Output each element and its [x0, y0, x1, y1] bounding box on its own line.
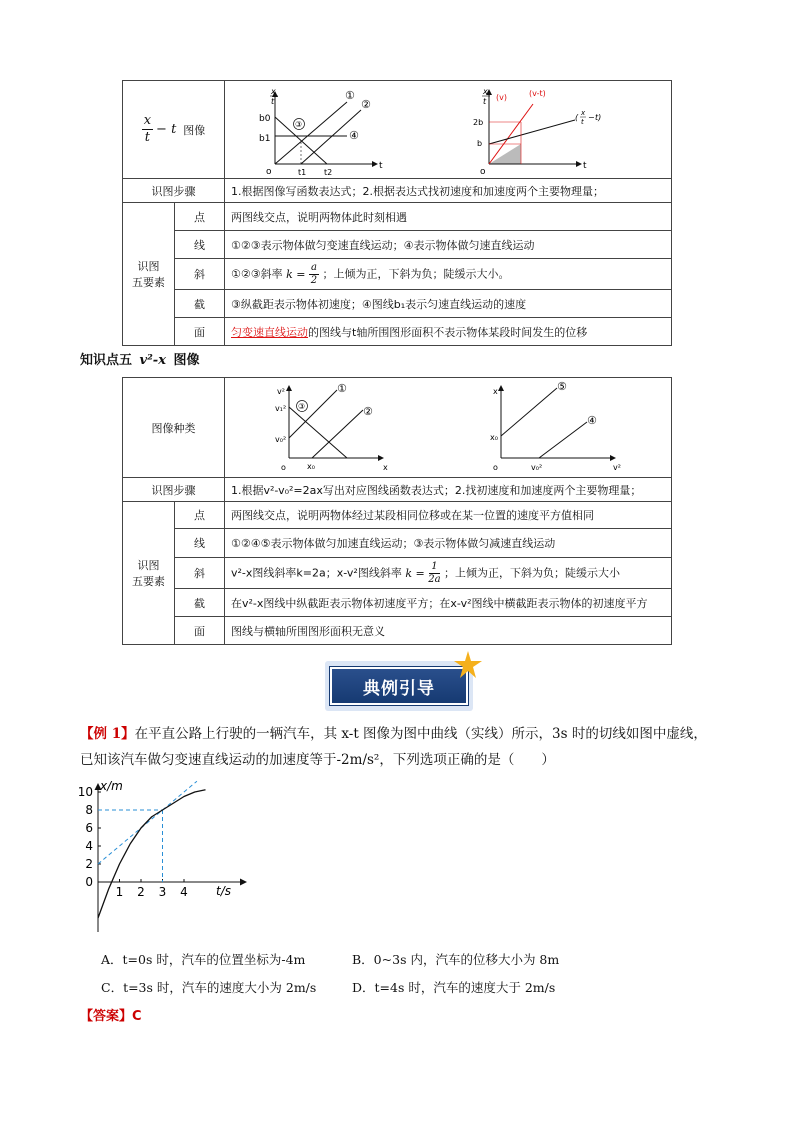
xt-table — [122, 80, 672, 346]
xt-word: 图像 — [183, 123, 206, 137]
label-3: ③ — [298, 402, 306, 411]
x-tick-label: 4 — [180, 885, 188, 899]
xt-row-label — [123, 81, 225, 179]
frac-den: t — [144, 130, 150, 145]
b1-label: b1 — [259, 134, 271, 144]
svg-text:−: − — [588, 113, 595, 122]
vt-label: (v-t) — [529, 89, 546, 98]
row-key: 线 — [175, 529, 225, 558]
star-icon — [453, 650, 483, 680]
v2x-charts-cell — [225, 378, 672, 478]
x-tick-label: 3 — [158, 885, 167, 899]
row-value — [225, 318, 672, 346]
v2x-table — [122, 377, 672, 645]
x0-label: x₀ — [307, 462, 315, 471]
t-label: t — [379, 161, 383, 171]
label-1: ① — [337, 382, 347, 395]
v-label: (v) — [496, 93, 507, 102]
answer-value: C — [132, 1009, 142, 1024]
row-key: 点 — [175, 502, 225, 529]
area-text: 的图线与t轴所围图形面积不表示物体某段时间发生的位移 — [308, 325, 588, 339]
tangent-line — [98, 781, 197, 864]
axis-num: x — [483, 87, 488, 96]
xt-right: t) — [595, 113, 602, 122]
origin-label: o — [281, 463, 286, 472]
origin-label: o — [266, 167, 272, 176]
xt-curve — [98, 790, 206, 918]
v2x-chart — [255, 380, 395, 476]
row-value: ①②④⑤表示物体做匀加速直线运动；③表示物体做匀减速直线运动 — [225, 529, 672, 558]
row-key: 截 — [175, 589, 225, 617]
axis-den: t — [483, 97, 487, 106]
frac-num: x — [143, 113, 152, 128]
label-1: ① — [345, 89, 355, 102]
axis-den: t — [271, 97, 275, 106]
label-4: ④ — [587, 414, 597, 427]
five-elements-label — [123, 502, 175, 645]
shaded-area — [489, 144, 521, 164]
row-key: 斜 — [175, 259, 225, 290]
line-3 — [289, 407, 347, 458]
xt-den: t — [581, 118, 584, 126]
axis-num: x — [271, 87, 276, 96]
row-value: 图线与横轴所围图形面积无意义 — [225, 617, 672, 645]
example-banner — [325, 661, 473, 711]
xt-charts-cell — [225, 81, 672, 179]
2b-label: 2b — [473, 118, 484, 127]
question-line-1 — [80, 721, 720, 747]
slope-pre: ①②③斜率 — [231, 267, 283, 280]
t-label: t — [583, 161, 587, 171]
steps-label: 识图步骤 — [123, 478, 225, 502]
option-A[interactable]: A．t=0s 时，汽车的位置坐标为-4m — [101, 952, 306, 967]
xt-chart-1 — [257, 84, 387, 176]
xv2-chart — [487, 380, 627, 476]
example-label: 【例 1】 — [80, 726, 135, 742]
question-text-1: 在平直公路上行驶的一辆汽车，其 x-t 图像为图中曲线（实线）所示，3s 时的切线如图中虚线， — [134, 726, 707, 742]
answer — [80, 1005, 142, 1024]
slope-post: ；上倾为正，下斜为负；陡缓示大小。 — [322, 267, 510, 280]
section-title-post: 图像 — [173, 353, 200, 368]
k-symbol: k — [405, 566, 412, 580]
origin-label: o — [493, 463, 498, 472]
label-2: ② — [363, 405, 373, 418]
y-tick-label: 2 — [85, 857, 93, 871]
line-5 — [501, 388, 557, 436]
row-value: ③纵截距表示物体初速度；④图线b₁表示匀速直线运动的速度 — [225, 290, 672, 318]
y-axis-label: x/m — [100, 779, 123, 793]
y-tick-label: 10 — [77, 785, 93, 799]
row-key: 点 — [175, 203, 225, 231]
five-elements-label — [123, 203, 175, 346]
banner-text: 典例引导 — [363, 679, 435, 699]
row-value: 两图线交点，说明两物体此时刻相遇 — [225, 203, 672, 231]
t1-label: t1 — [298, 168, 307, 176]
steps-text: 1.根据v²-v₀²=2ax写出对应图线函数表达式；2.找初速度和加速度两个主要物理量； — [225, 478, 672, 502]
section-title-pre: 知识点五 — [80, 353, 133, 368]
xt-num: x — [581, 109, 586, 117]
xt-chart-2 — [463, 84, 613, 176]
line-4 — [539, 422, 587, 458]
row-key: 斜 — [175, 558, 225, 589]
five-label-1: 识图 — [137, 260, 160, 273]
x-label: x — [493, 387, 498, 396]
row-value: 两图线交点，说明两物体经过某段相同位移或在某一位置的速度平方值相同 — [225, 502, 672, 529]
type-label: 图像种类 — [123, 378, 225, 478]
x-label: x — [383, 463, 388, 472]
v2-label: v² — [277, 387, 285, 396]
label-5: ⑤ — [557, 380, 567, 393]
xt-plot — [72, 778, 252, 933]
row-value: v²-x图线斜率k=2a；x-v²图线斜率 k = $\frac{1}{2a}$ ；上倾为正，下斜为负；陡缓示大小 — [225, 558, 672, 589]
svg-text:(: ( — [575, 113, 579, 122]
origin-label: o — [480, 167, 486, 176]
example-question — [80, 721, 720, 773]
option-D[interactable]: D．t=4s 时，汽车的速度大于 2m/s — [352, 980, 556, 995]
frac-num: 1 — [431, 560, 438, 572]
steps-text: 1.根据图像写函数表达式；2.根据表达式找初速度和加速度两个主要物理量； — [225, 179, 672, 203]
row-value: ①②③斜率 k = $\frac{a}{2}$ ；上倾为正，下斜为负；陡缓示大小。 — [225, 259, 672, 290]
t2-label: t2 — [324, 168, 333, 176]
v12-label: v₁² — [275, 404, 287, 413]
xt-line — [489, 120, 575, 144]
k-symbol: k — [286, 267, 293, 281]
row-key: 截 — [175, 290, 225, 318]
area-red-text: 匀变速直线运动 — [231, 325, 308, 339]
x0-label: x₀ — [490, 433, 498, 442]
row-key: 线 — [175, 231, 225, 259]
option-C[interactable]: C．t=3s 时，汽车的速度大小为 2m/s — [101, 980, 317, 995]
section-5-title — [80, 349, 200, 368]
five-label-1: 识图 — [137, 559, 160, 572]
steps-label: 识图步骤 — [123, 179, 225, 203]
frac-den: 2a — [428, 573, 441, 585]
xt-suffix: − t — [156, 122, 177, 137]
five-label-2: 五要素 — [132, 276, 165, 289]
x-tick-label: 1 — [115, 885, 124, 899]
y-tick-label: 8 — [85, 803, 93, 817]
v02-label: v₀² — [531, 463, 543, 472]
question-text-2: 已知该汽车做匀变速直线运动的加速度等于-2m/s²，下列选项正确的是（ ） — [80, 752, 555, 768]
row-value: ①②③表示物体做匀变速直线运动；④表示物体做匀速直线运动 — [225, 231, 672, 259]
row-key: 面 — [175, 617, 225, 645]
frac-den: 2 — [310, 274, 318, 286]
label-4: ④ — [349, 129, 359, 142]
slope-post: ；上倾为正，下斜为负；陡缓示大小 — [444, 566, 621, 579]
x-axis-label: t/s — [216, 884, 231, 898]
slope-pre: v²-x图线斜率k=2a；x-v²图线斜率 — [231, 566, 402, 579]
label-2: ② — [361, 98, 371, 111]
row-value: 在v²-x图线中纵截距表示物体初速度平方；在x-v²图线中横截距表示物体的初速度平方 — [225, 589, 672, 617]
y-tick-label: 4 — [85, 839, 93, 853]
y-tick-label: 0 — [85, 875, 93, 889]
b-label: b — [477, 139, 483, 148]
line-1 — [289, 390, 337, 438]
frac-num: a — [310, 261, 317, 273]
b0-label: b0 — [259, 114, 271, 124]
x-tick-label: 2 — [137, 885, 145, 899]
v02-label: v₀² — [275, 435, 287, 444]
option-B[interactable]: B．0~3s 内，汽车的位移大小为 8m — [352, 952, 560, 967]
y-tick-label: 6 — [85, 821, 93, 835]
five-label-2: 五要素 — [132, 575, 165, 588]
answer-label: 【答案】 — [80, 1009, 133, 1024]
row-key: 面 — [175, 318, 225, 346]
v2-label: v² — [613, 463, 621, 472]
section-title-math: v²-x — [139, 353, 166, 368]
label-3: ③ — [295, 120, 303, 129]
